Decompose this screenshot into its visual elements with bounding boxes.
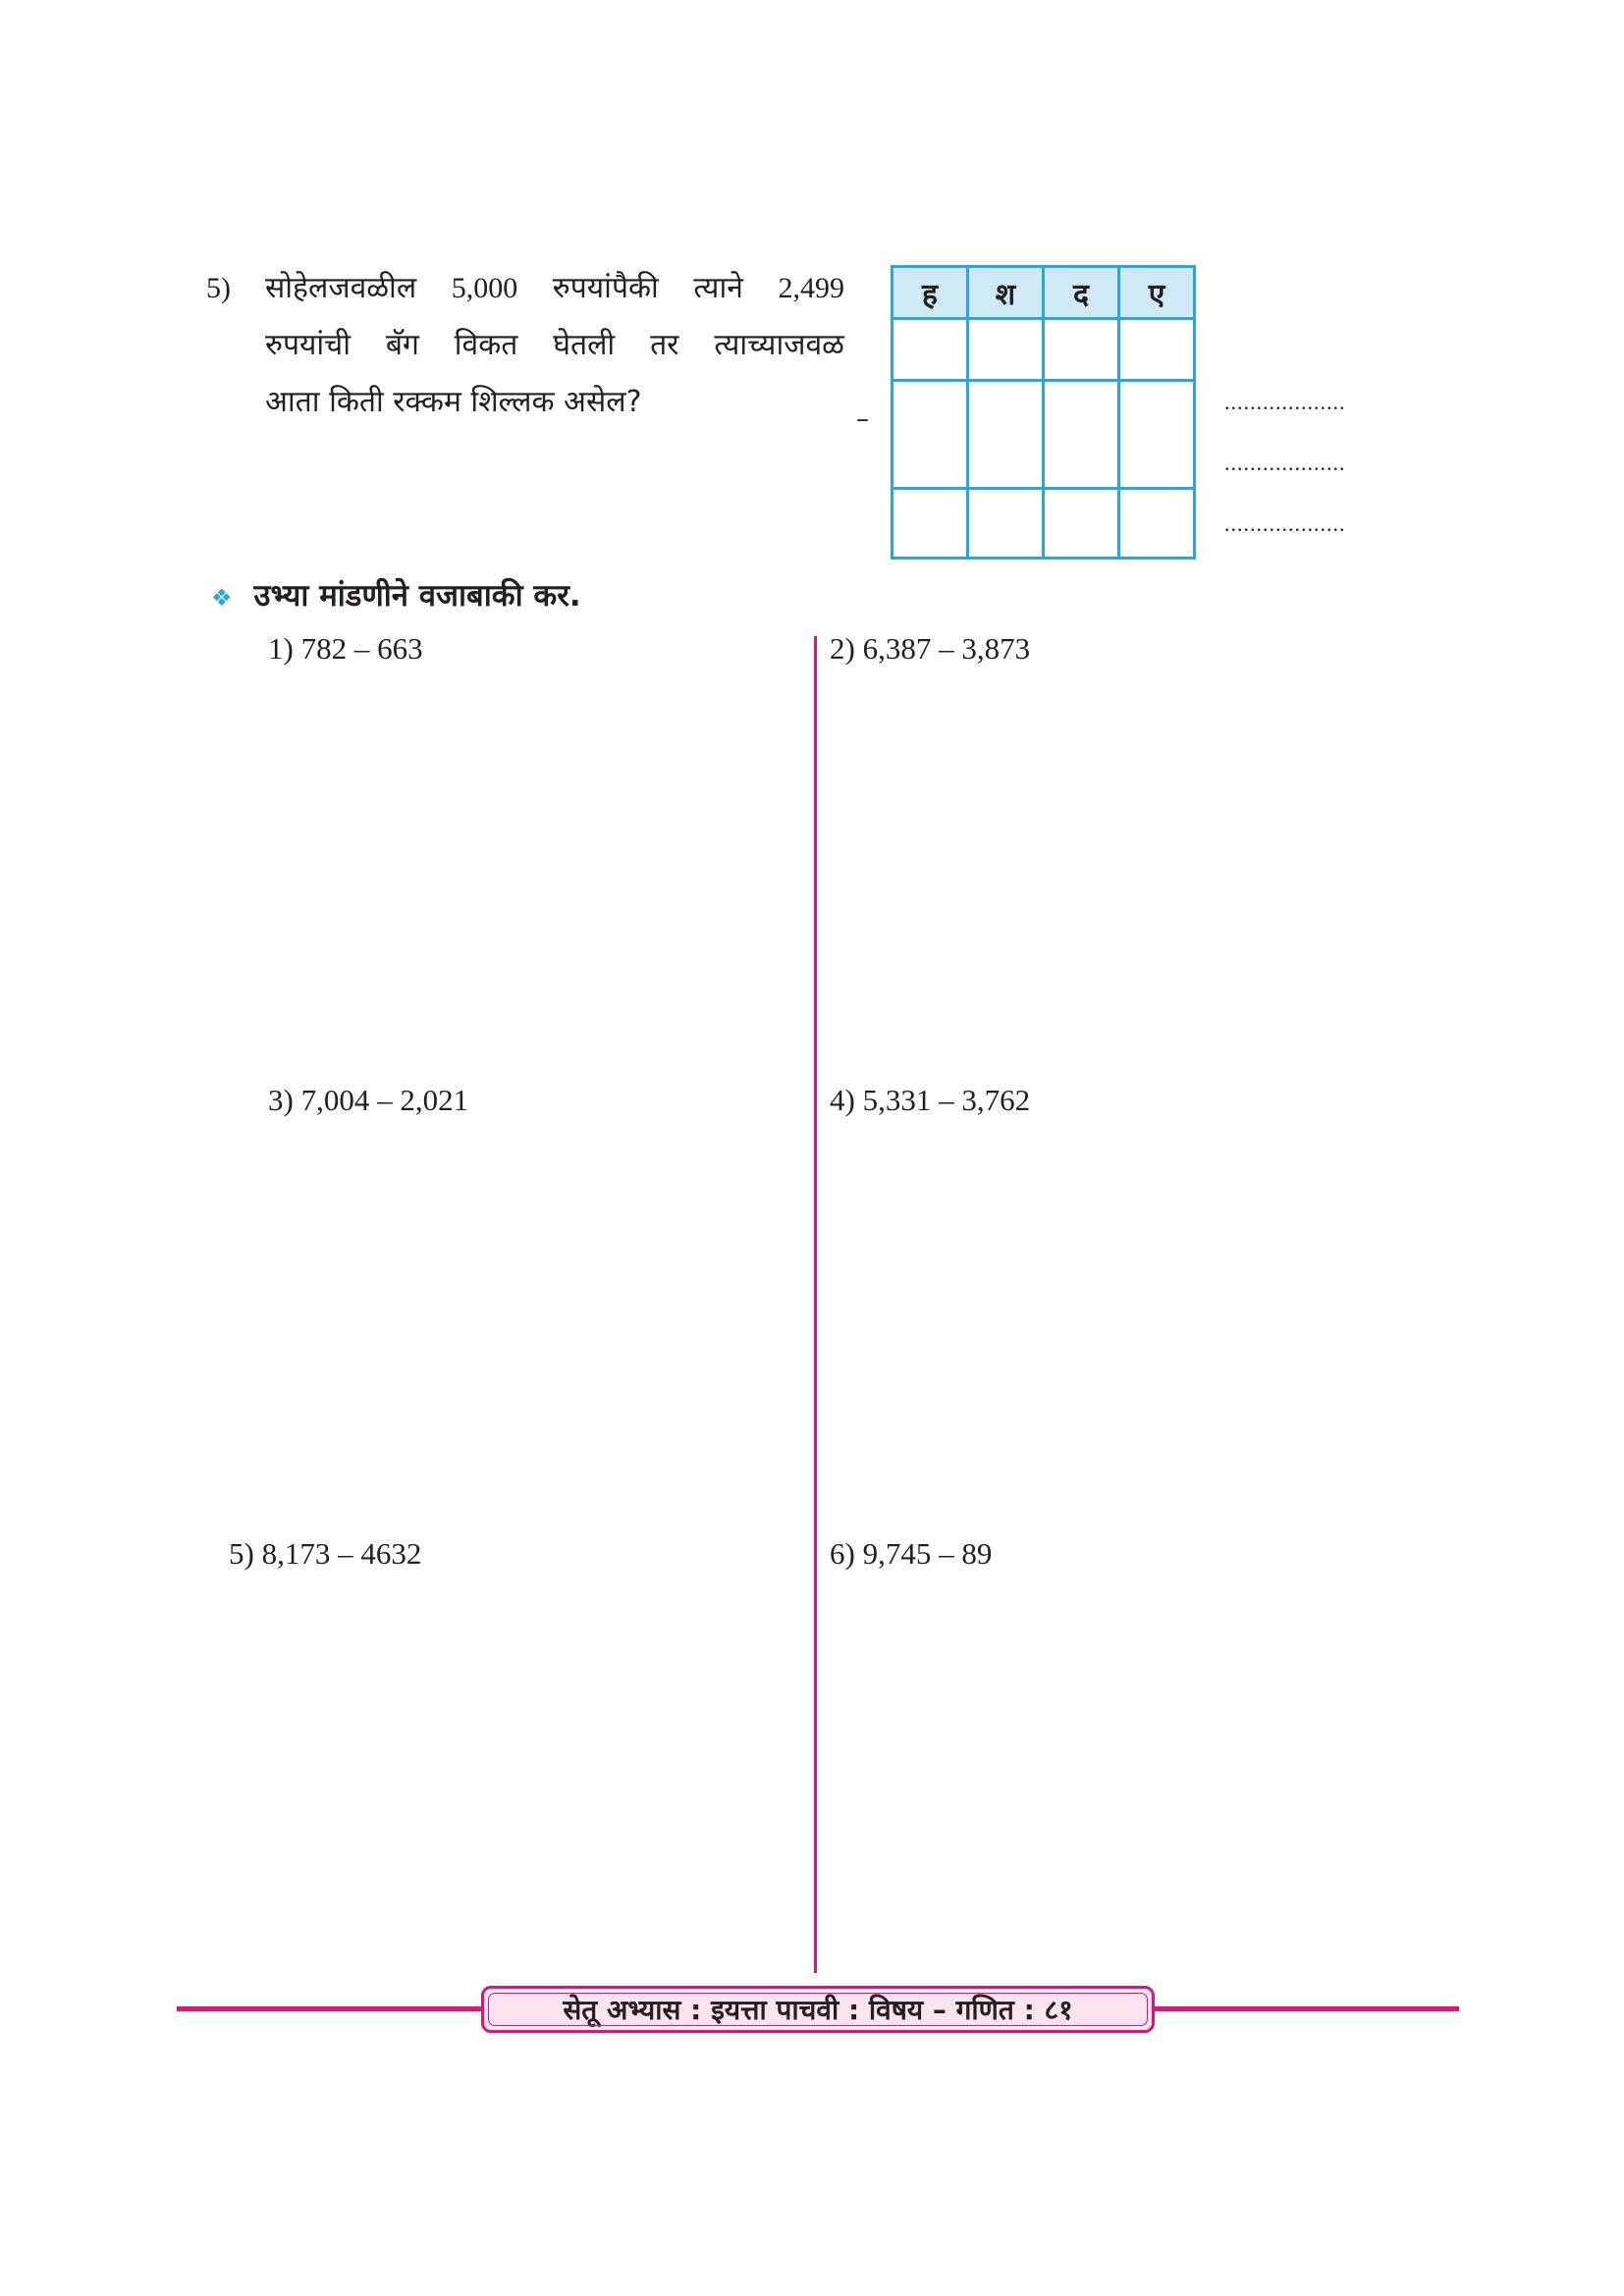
answer-line-3[interactable]: ...................: [1224, 511, 1346, 536]
table-header-row: [893, 267, 1195, 319]
answer-line-2[interactable]: ...................: [1224, 451, 1346, 475]
header-ones: ए: [1119, 267, 1195, 319]
table-cell[interactable]: [893, 489, 968, 559]
table-cell[interactable]: [893, 381, 968, 489]
place-value-table: [891, 265, 1196, 560]
problem-6: 6) 9,745 – 89: [830, 1536, 993, 1571]
table-cell[interactable]: [893, 319, 968, 381]
problem-5: 5) 8,173 – 4632: [229, 1536, 422, 1571]
diamond-bullet-icon: ❖: [211, 584, 233, 612]
table-cell[interactable]: [968, 319, 1044, 381]
question-number: 5): [206, 272, 231, 304]
problem-1: 1) 782 – 663: [268, 631, 423, 666]
footer-rule-right: [1153, 2006, 1459, 2011]
table-cell[interactable]: [1044, 489, 1119, 559]
table-cell[interactable]: [968, 489, 1044, 559]
footer-label: [481, 1986, 1155, 2033]
instruction-heading: ❖ उभ्या मांडणीने वजाबाकी कर.: [211, 578, 581, 614]
table-cell[interactable]: [968, 381, 1044, 489]
footer-rule-left: [177, 2006, 483, 2011]
header-tens: द: [1044, 267, 1119, 319]
question-line-2: रुपयांची बॅग विकत घेतली तर त्याच्याजवळ: [265, 328, 844, 362]
header-thousands: ह: [893, 267, 968, 319]
table-cell[interactable]: [1119, 381, 1195, 489]
question-line-1: सोहेलजवळील 5,000 रुपयांपैकी त्याने 2,499: [265, 271, 844, 305]
table-row: [893, 381, 1195, 489]
answer-line-1[interactable]: ...................: [1224, 390, 1346, 414]
table-cell[interactable]: [1044, 381, 1119, 489]
minus-sign: –: [856, 404, 869, 434]
problem-2: 2) 6,387 – 3,873: [830, 631, 1031, 666]
question-line-3: आता किती रक्कम शिल्लक असेल?: [265, 385, 642, 419]
column-divider: [814, 636, 817, 1973]
problem-3: 3) 7,004 – 2,021: [268, 1083, 469, 1117]
table-row: [893, 319, 1195, 381]
header-hundreds: श: [968, 267, 1044, 319]
table-cell[interactable]: [1119, 489, 1195, 559]
footer-text: सेतू अभ्यास : इयत्ता पाचवी : विषय – गणित : ८१: [563, 1994, 1073, 2026]
table-cell[interactable]: [1119, 319, 1195, 381]
problem-4: 4) 5,331 – 3,762: [830, 1083, 1031, 1117]
table-cell[interactable]: [1044, 319, 1119, 381]
table-row: [893, 489, 1195, 559]
